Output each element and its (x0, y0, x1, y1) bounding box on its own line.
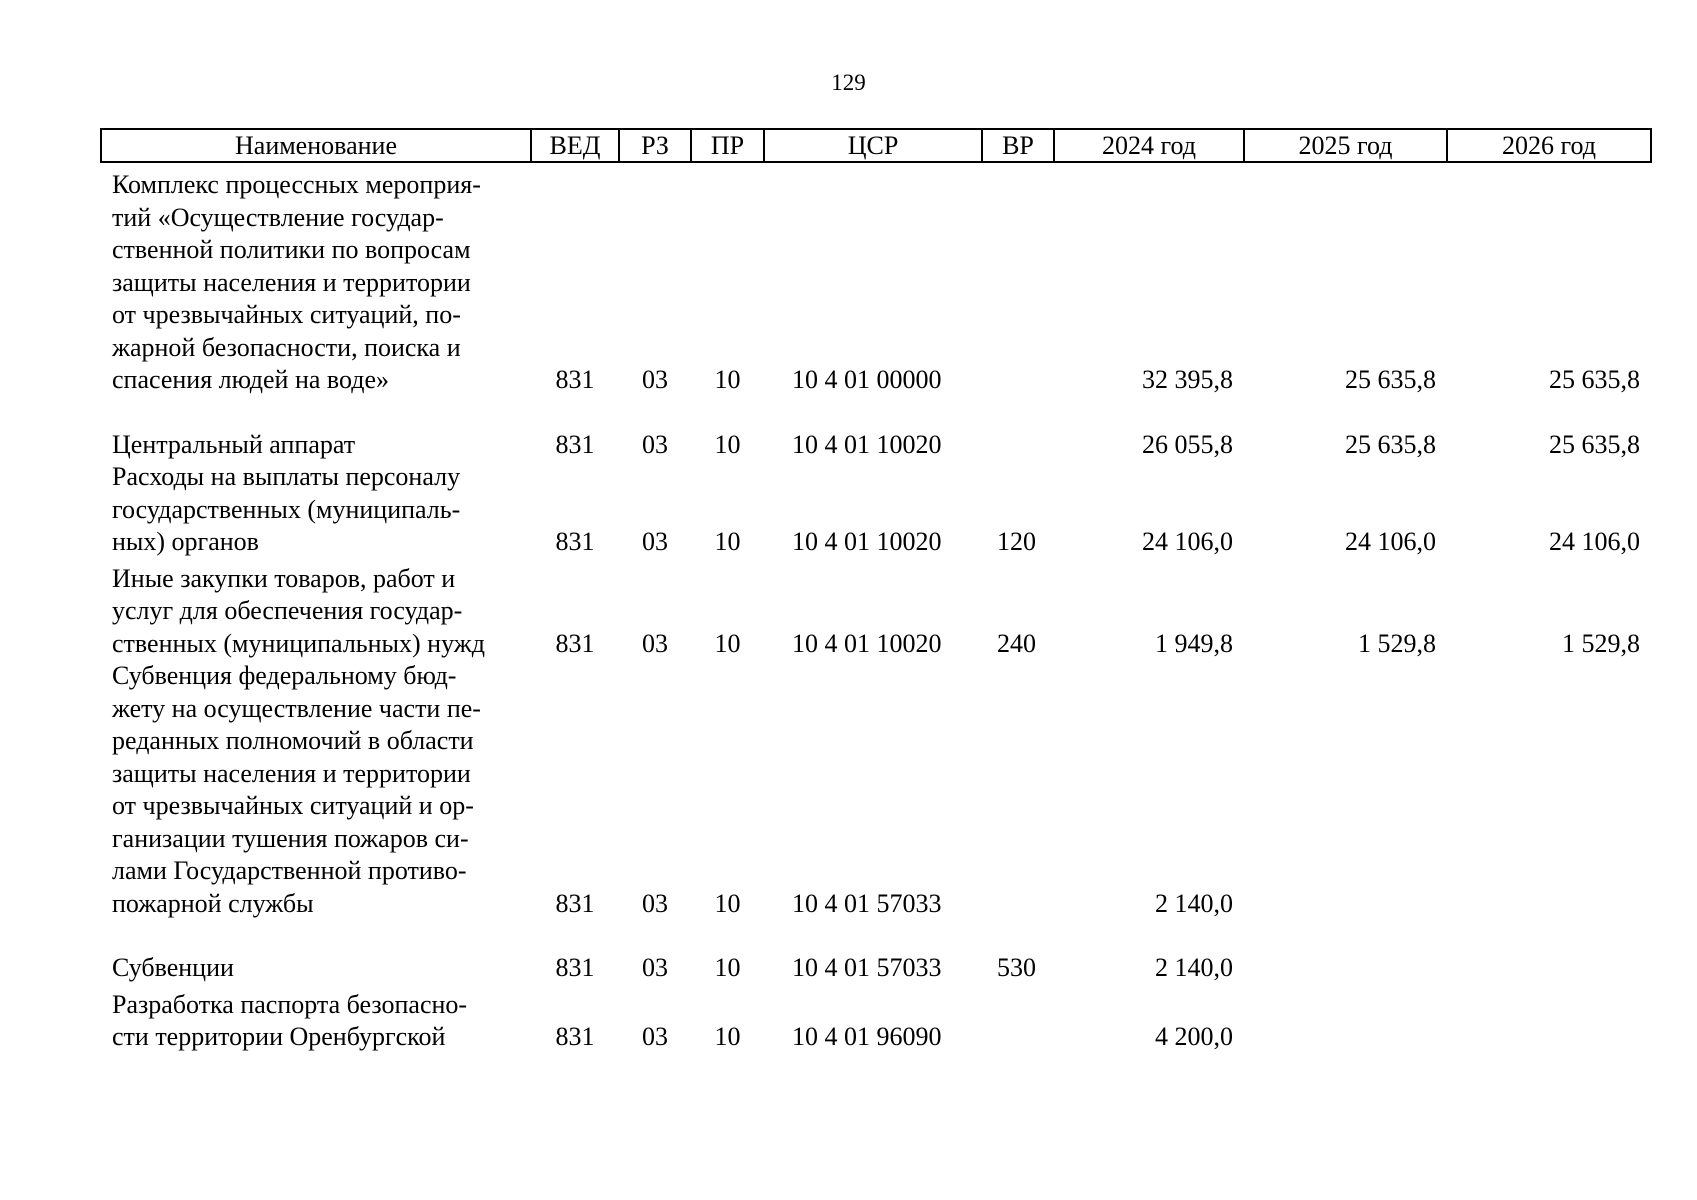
budget-table (100, 128, 1652, 1054)
row-2025 (1244, 660, 1447, 952)
row-name: Разработка паспорта безопасно- сти территории Оренбургской (112, 989, 468, 1051)
row-2025 (1244, 952, 1447, 989)
row-vr: 120 (997, 527, 1036, 556)
row-vr (982, 989, 1054, 1054)
row-name: Иные закупки товаров, работ и услуг для обеспечения государ- ственных (муниципальных) нужд (112, 563, 485, 658)
table-row (101, 429, 1651, 462)
row-ved: 831 (555, 527, 595, 556)
header-csr: ЦСР (764, 129, 982, 162)
row-2025: 25 635,8 (1345, 429, 1436, 459)
row-ved: 831 (555, 953, 595, 982)
header-name: Наименование (101, 129, 531, 162)
row-vr: 530 (997, 953, 1036, 982)
row-rz: 03 (642, 1022, 668, 1051)
page-number: 129 (831, 70, 866, 95)
row-pr: 10 (714, 429, 741, 459)
row-2026: 24 106,0 (1549, 527, 1640, 556)
table-header-row (101, 129, 1651, 162)
row-pr: 10 (714, 628, 741, 658)
row-2026 (1447, 989, 1651, 1054)
row-pr: 10 (714, 365, 741, 394)
row-2024: 26 055,8 (1142, 429, 1233, 459)
table-row (101, 952, 1651, 989)
row-2025: 24 106,0 (1345, 527, 1436, 556)
row-csr: 10 4 01 10020 (792, 527, 942, 556)
row-vr: 240 (997, 628, 1036, 658)
header-vr: ВР (982, 129, 1054, 162)
row-2024: 2 140,0 (1155, 953, 1233, 982)
row-pr: 10 (714, 888, 741, 918)
header-pr: ПР (691, 129, 764, 162)
table-row (101, 162, 1651, 429)
row-2024: 2 140,0 (1155, 888, 1233, 918)
row-2026 (1447, 952, 1651, 989)
row-name: Расходы на выплаты персоналу государственных (муниципаль- ных) органов (112, 462, 461, 556)
row-2026 (1447, 660, 1651, 952)
header-ved: ВЕД (531, 129, 619, 162)
row-vr (982, 162, 1054, 429)
row-name: Субвенции (112, 953, 234, 982)
row-2026: 25 635,8 (1549, 365, 1640, 394)
row-rz: 03 (642, 888, 668, 918)
row-pr: 10 (714, 953, 741, 982)
row-ved: 831 (555, 888, 595, 918)
row-csr: 10 4 01 00000 (792, 365, 942, 394)
row-2025 (1244, 989, 1447, 1054)
row-2025: 1 529,8 (1358, 628, 1436, 658)
row-ved: 831 (555, 628, 595, 658)
row-pr: 10 (714, 527, 741, 556)
row-2025: 25 635,8 (1345, 365, 1436, 394)
row-name: Субвенция федеральному бюд- жету на осуществление части пе- реданных полномочий в области защиты населения и территории от чрезвычайных ситуаций и ор- ганизации тушения пожаров си- лами Государственной противо- пожарной службы (112, 661, 481, 918)
row-2024: 1 949,8 (1155, 628, 1233, 658)
row-rz: 03 (642, 628, 668, 658)
table-row (101, 461, 1651, 563)
row-rz: 03 (642, 365, 668, 394)
header-2026: 2026 год (1447, 129, 1651, 162)
row-ved: 831 (555, 429, 595, 459)
row-csr: 10 4 01 57033 (792, 953, 942, 982)
header-rz: РЗ (619, 129, 691, 162)
header-2024: 2024 год (1054, 129, 1244, 162)
row-pr: 10 (714, 1022, 741, 1051)
table-row (101, 989, 1651, 1054)
row-csr: 10 4 01 10020 (792, 429, 942, 459)
row-name: Комплекс процессных мероприя- тий «Осуществление государ- ственной политики по вопросам защиты населения и территории от чрезвычайных ситуаций, по- жарной безопасности, поиска и спасения людей на воде» (112, 170, 481, 394)
table-row (101, 660, 1651, 952)
row-rz: 03 (642, 527, 668, 556)
row-2024: 4 200,0 (1155, 1022, 1233, 1051)
row-2026: 1 529,8 (1562, 628, 1640, 658)
row-ved: 831 (555, 365, 595, 394)
row-rz: 03 (642, 429, 668, 459)
row-csr: 10 4 01 10020 (792, 628, 942, 658)
row-2026: 25 635,8 (1549, 429, 1640, 459)
header-2025: 2025 год (1244, 129, 1447, 162)
row-ved: 831 (555, 1022, 595, 1051)
row-csr: 10 4 01 57033 (792, 888, 942, 918)
row-2024: 24 106,0 (1142, 527, 1233, 556)
row-csr: 10 4 01 96090 (792, 1022, 942, 1051)
table-row (101, 563, 1651, 661)
row-2024: 32 395,8 (1142, 365, 1233, 394)
row-vr (982, 429, 1054, 462)
row-rz: 03 (642, 953, 668, 982)
row-name: Центральный аппарат (112, 429, 356, 459)
row-vr (982, 660, 1054, 952)
